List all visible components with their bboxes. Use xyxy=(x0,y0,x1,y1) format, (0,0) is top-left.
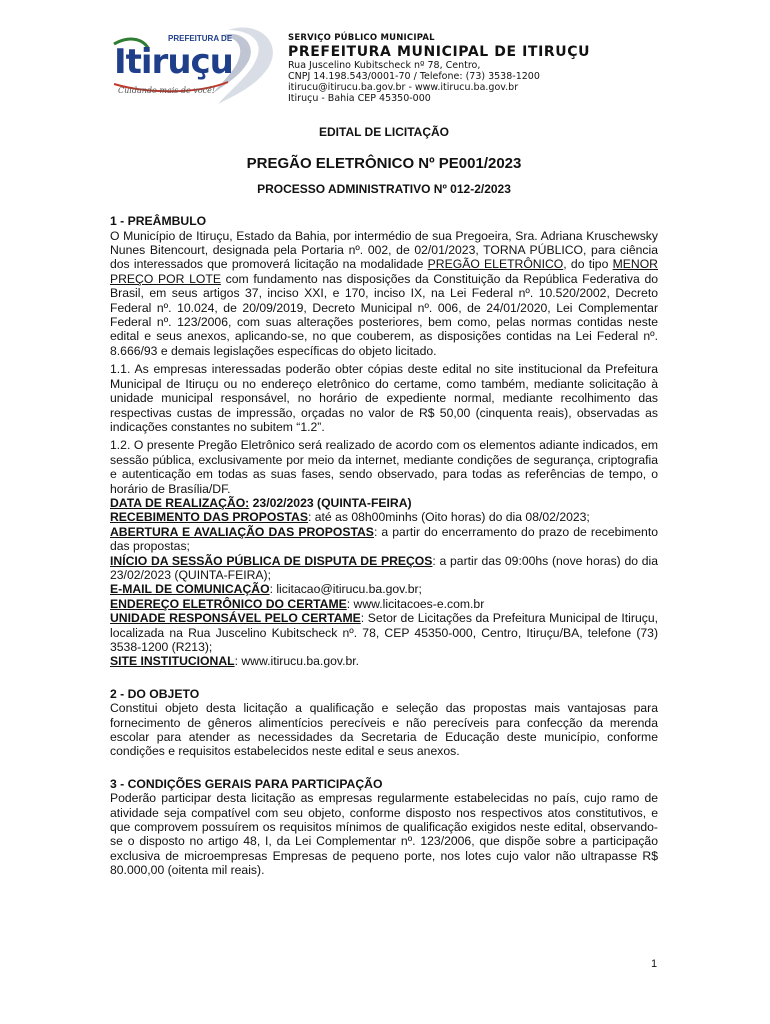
bid-type: MENOR PREÇO POR LOTE xyxy=(110,257,658,286)
prefeitura-name: PREFEITURA MUNICIPAL DE ITIRUÇU xyxy=(288,44,591,60)
preamble-text-c: com fundamento nas disposições da Constituição da República Federativa do Brasil, em seus artigos 37, inciso XXI, e 170, inciso IX, na Lei Federal nº. 10.520/2002, Decreto Federal nº. 10.024, de 20/09/2019, Decreto Municipal nº. 006, de 24/01/2020, Lei Complementar Federal nº. 123/2006, com suas alterações posteriores, bem como, pelas normas contidas neste edital e seus anexos, aplicando-se, no que couberem, as disposições contidas na Lei Federal nº. 8.666/93 e demais legislações específicas do objeto licitado. xyxy=(110,271,659,358)
edital-title: EDITAL DE LICITAÇÃO xyxy=(319,125,449,139)
data-value: 23/02/2023 (QUINTA-FEIRA) xyxy=(249,495,412,510)
section-1-title: 1 - PREÂMBULO xyxy=(110,214,207,229)
recebimento-label: RECEBIMENTO DAS PROPOSTAS xyxy=(110,510,308,525)
inicio-value: : a partir das 09:00hs (nove horas) do dia 23/02/2023 (QUINTA-FEIRA); xyxy=(110,553,658,582)
abertura-value: : a partir do encerramento do prazo de recebimento das propostas; xyxy=(110,524,658,554)
processo-title: PROCESSO ADMINISTRATIVO Nº 012-2/2023 xyxy=(257,181,511,196)
recebimento-propostas xyxy=(110,510,658,524)
site-label: SITE INSTITUCIONAL xyxy=(110,654,235,669)
unidade-label: UNIDADE RESPONSÁVEL PELO CERTAME xyxy=(110,611,361,626)
item-1-2: 1.2. O presente Pregão Eletrônico será realizado de acordo com os elementos adiante indicados, em sessão pública, exclusivamente por meio da internet, mediante condições de segurança, criptografia e autenticação em todas as suas fases, sendo observado, para todas as referências de tempo, o horário de Brasília/DF. xyxy=(110,438,658,496)
email-site-line: itirucu@itirucu.ba.gov.br - www.itirucu.ba.gov.br xyxy=(288,82,519,93)
preamble-paragraph xyxy=(110,229,658,359)
preamble-text-a: O Município de Itiruçu, Estado da Bahia, por intermédio de sua Pregoeira, Sra. Adriana Kruschewsky Nunes Bitencourt, designada pela Portaria nº. 002, de 02/01/2023, TORNA PÚBLICO, para ciência dos interessados que promoverá licitação na modalidade xyxy=(110,228,658,272)
section-3-title: 3 - CONDIÇÕES GERAIS PARA PARTICIPAÇÃO xyxy=(110,776,383,791)
site-value: : www.itirucu.ba.gov.br. xyxy=(234,654,360,669)
data-realizacao xyxy=(110,496,658,510)
logo-slogan: Cuidando mais de você! xyxy=(118,86,216,95)
endereco-certame xyxy=(110,597,658,611)
city-line: Itiruçu - Bahia CEP 45350-000 xyxy=(288,93,431,104)
service-line: SERVIÇO PÚBLICO MUNICIPAL xyxy=(288,33,435,43)
unidade-value: : Setor de Licitações da Prefeitura Municipal de Itiruçu, localizada na Rua Juscelino Kubitscheck nº. 78, CEP 45350-000, Centro, Itiruçu/BA, telefone (73) 3538-1200 (R213); xyxy=(110,611,658,654)
logo-wordmark: Itiruçu xyxy=(114,42,233,82)
logo-prefix: PREFEITURA DE xyxy=(168,34,233,43)
objeto-paragraph: Constitui objeto desta licitação a qualificação e seleção das propostas mais vantajosas para fornecimento de gêneros alimentícios perecíveis e não perecíveis para confecção da merenda escolar para atender as necessidades da Secretaria de Educação deste município, conforme condições e requisitos estabelecidos neste edital e seus anexos. xyxy=(110,701,658,759)
abertura-propostas xyxy=(110,525,658,554)
prefeitura-logo xyxy=(108,24,284,106)
page-number: 1 xyxy=(651,958,658,970)
email-value: : licitacao@itirucu.ba.gov.br; xyxy=(269,582,422,597)
site-institucional xyxy=(110,654,658,668)
preamble-text-b: , do tipo xyxy=(563,257,613,272)
modality: PREGÃO ELETRÔNICO xyxy=(427,257,564,272)
inicio-sessao xyxy=(110,554,658,583)
cnpj-line: CNPJ 14.198.543/0001-70 / Telefone: (73) 3538-1200 xyxy=(288,71,540,82)
email-comunicacao xyxy=(110,582,658,596)
data-label: DATA DE REALIZAÇÃO: xyxy=(110,495,250,510)
recebimento-value: : até as 08h00minhs (Oito horas) do dia 08/02/2023; xyxy=(307,510,590,525)
letterhead-info xyxy=(288,32,590,104)
endereco-label: ENDEREÇO ELETRÔNICO DO CERTAME xyxy=(110,596,347,611)
document-body xyxy=(110,122,658,878)
email-label: E-MAIL DE COMUNICAÇÃO xyxy=(110,582,270,597)
abertura-label: ABERTURA E AVALIAÇÃO DAS PROPOSTAS xyxy=(110,524,374,539)
unidade-responsavel xyxy=(110,611,658,654)
condicoes-paragraph: Poderão participar desta licitação as empresas regularmente estabelecidas no país, cujo ramo de atividade seja compatível com seu objeto, conforme disposto nos respectivos atos constitutivos, e que comprovem possuírem os requisitos mínimos de qualificação exigidos neste edital, observando-se o disposto no artigo 48, I, da Lei Complementar nº. 123/2006, que dispõe sobre a participação exclusiva de microempresas Empresas de pequeno porte, nos lotes cujo valor não ultrapasse R$ 80.000,00 (oitenta mil reais). xyxy=(110,791,658,878)
section-2-title: 2 - DO OBJETO xyxy=(110,686,200,701)
letterhead xyxy=(108,24,668,112)
address-line: Rua Juscelino Kubitscheck nº 78, Centro, xyxy=(288,60,481,71)
item-1-1: 1.1. As empresas interessadas poderão obter cópias deste edital no site institucional da Prefeitura Municipal de Itiruçu ou no endereço eletrônico do certame, como também, mediante solicitação à unidade municipal responsável, no horário de expediente normal, mediante recolhimento das respectivas custas de impressão, orçadas no valor de R$ 50,00 (cinquenta reais), observadas as indicações constantes no subitem “1.2”. xyxy=(110,362,658,434)
endereco-value: : www.licitacoes-e.com.br xyxy=(346,596,485,611)
inicio-label: INÍCIO DA SESSÃO PÚBLICA DE DISPUTA DE PREÇOS xyxy=(110,553,433,568)
pregao-title: PREGÃO ELETRÔNICO Nº PE001/2023 xyxy=(246,155,522,173)
